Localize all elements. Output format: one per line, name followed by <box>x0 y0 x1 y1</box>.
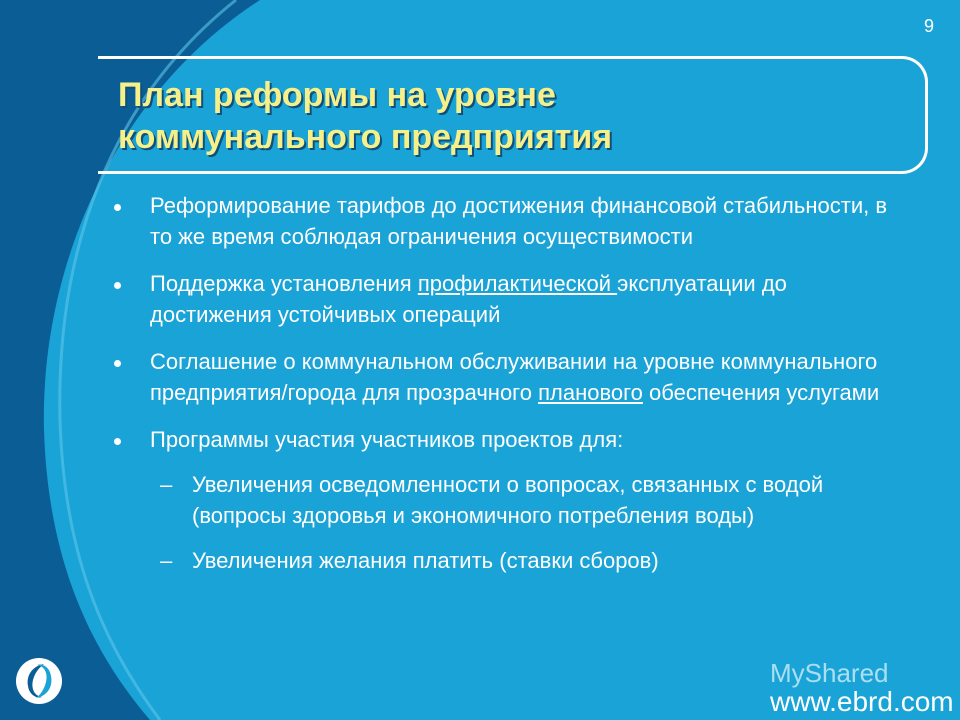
slide-title <box>118 74 612 158</box>
underlined-term: планового <box>538 380 643 405</box>
bullet-text: Программы участия участников проектов для: <box>150 427 624 452</box>
bullet-text: Поддержка установления <box>150 271 418 296</box>
page-number: 9 <box>923 16 934 36</box>
sub-bullet-text: Увеличения желания платить (ставки сборов) <box>192 548 659 573</box>
bullet-item <box>112 268 912 330</box>
bullet-item <box>112 424 912 576</box>
bullet-text: Соглашение о коммунальном обслуживании на уровне коммунального предприятия/города для прозрачного <box>150 349 878 405</box>
title-line-1: План реформы на уровне <box>118 76 556 114</box>
underlined-term: профилактической <box>417 271 618 296</box>
watermark: MyShared <box>770 658 889 688</box>
bullet-text: Реформирование тарифов до достижения финансовой стабильности, в то же время соблюдая ограничения осуществимости <box>150 193 888 249</box>
bullet-dot-icon <box>114 282 121 289</box>
bullet-item <box>112 190 912 252</box>
sub-bullet-marker: – <box>160 472 173 497</box>
bullet-item <box>112 346 912 408</box>
bullet-dot-icon <box>114 360 121 367</box>
ebrd-logo-icon <box>14 656 64 706</box>
sub-bullet-text: Увеличения осведомленности о вопросах, связанных с водой (вопросы здоровья и экономичного потребления воды) <box>192 472 824 528</box>
sub-bullet-item <box>150 545 912 576</box>
bullet-dot-icon <box>114 438 121 445</box>
bullet-text: эксплуатации до достижения устойчивых операций <box>150 271 787 327</box>
bullet-list <box>112 190 912 592</box>
bullet-dot-icon <box>114 204 121 211</box>
sub-bullet-list <box>150 469 912 576</box>
sub-bullet-marker: – <box>160 548 173 573</box>
sub-bullet-item <box>150 469 912 531</box>
title-line-2: коммунального предприятия <box>118 118 613 156</box>
footer-url[interactable]: www.ebrd.com <box>770 686 954 717</box>
bullet-text: обеспечения услугами <box>642 380 880 405</box>
